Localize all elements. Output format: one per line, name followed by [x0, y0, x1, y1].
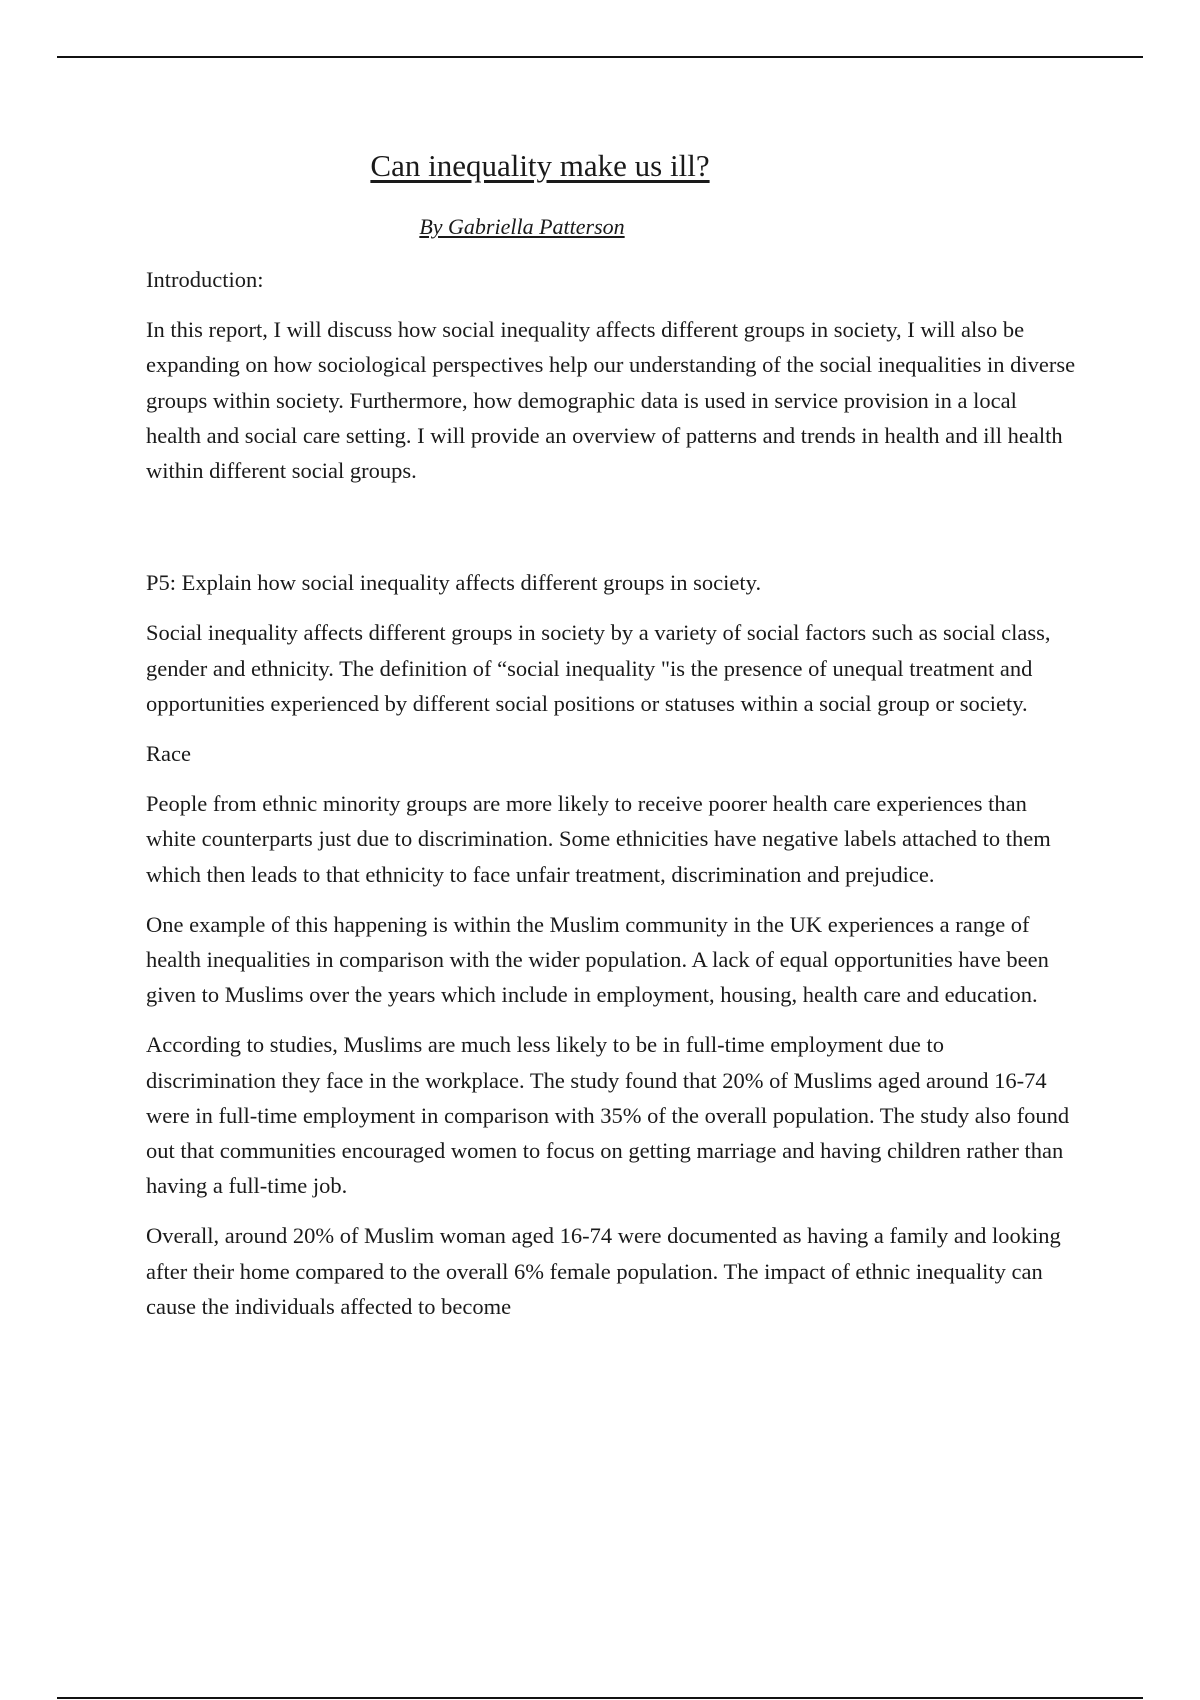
section-heading-introduction: Introduction: [146, 267, 264, 292]
paragraph-race-1: People from ethnic minority groups are more likely to receive poorer health care experiences than white counterparts just due to discrimination. Some ethnicities have negative labels attached to them which then leads to that ethnicity to face unfair treatment, discrimination and prejudice. [146, 791, 1051, 887]
blank-space [146, 503, 1076, 565]
paragraph-definition: Social inequality affects different groups in society by a variety of social factors such as social class, gender and ethnicity. The definition of “social inequality "is the presence of unequal treatment and opportunities experienced by different social positions or statuses within a social group or society. [146, 620, 1051, 716]
header-rule [57, 56, 1143, 58]
document-title: Can inequality make us ill? [370, 148, 710, 183]
paragraph-introduction: In this report, I will discuss how social inequality affects different groups in society, I will also be expanding on how sociological perspectives help our understanding of the social inequalities in diverse groups within society. Furthermore, how demographic data is used in service provision in a local health and social care setting. I will provide an overview of patterns and trends in health and ill health within different social groups. [146, 317, 1076, 484]
author-byline: By Gabriella Patterson [419, 214, 625, 239]
paragraph-race-4: Overall, around 20% of Muslim woman aged 16-74 were documented as having a family and looking after their home compared to the overall 6% female population. The impact of ethnic inequality can cause the individuals affected to become [146, 1223, 1061, 1319]
document-body [146, 262, 1076, 1339]
section-heading-race: Race [146, 741, 191, 767]
footer-rule [57, 1697, 1143, 1699]
paragraph-race-2: One example of this happening is within the Muslim community in the UK experiences a range of health inequalities in comparison with the wider population. A lack of equal opportunities have been given to Muslims over the years which include in employment, housing, health care and education. [146, 911, 1049, 1008]
paragraph-race-3: According to studies, Muslims are much less likely to be in full-time employment due to discrimination they face in the workplace. The study found that 20% of Muslims aged around 16-74 were in full-time employment in comparison with 35% of the overall population. The study also found out that communities encouraged women to focus on getting marriage and having children rather than having a full-time job. [146, 1032, 1070, 1199]
section-heading-p5: P5: Explain how social inequality affects different groups in society. [146, 570, 762, 596]
